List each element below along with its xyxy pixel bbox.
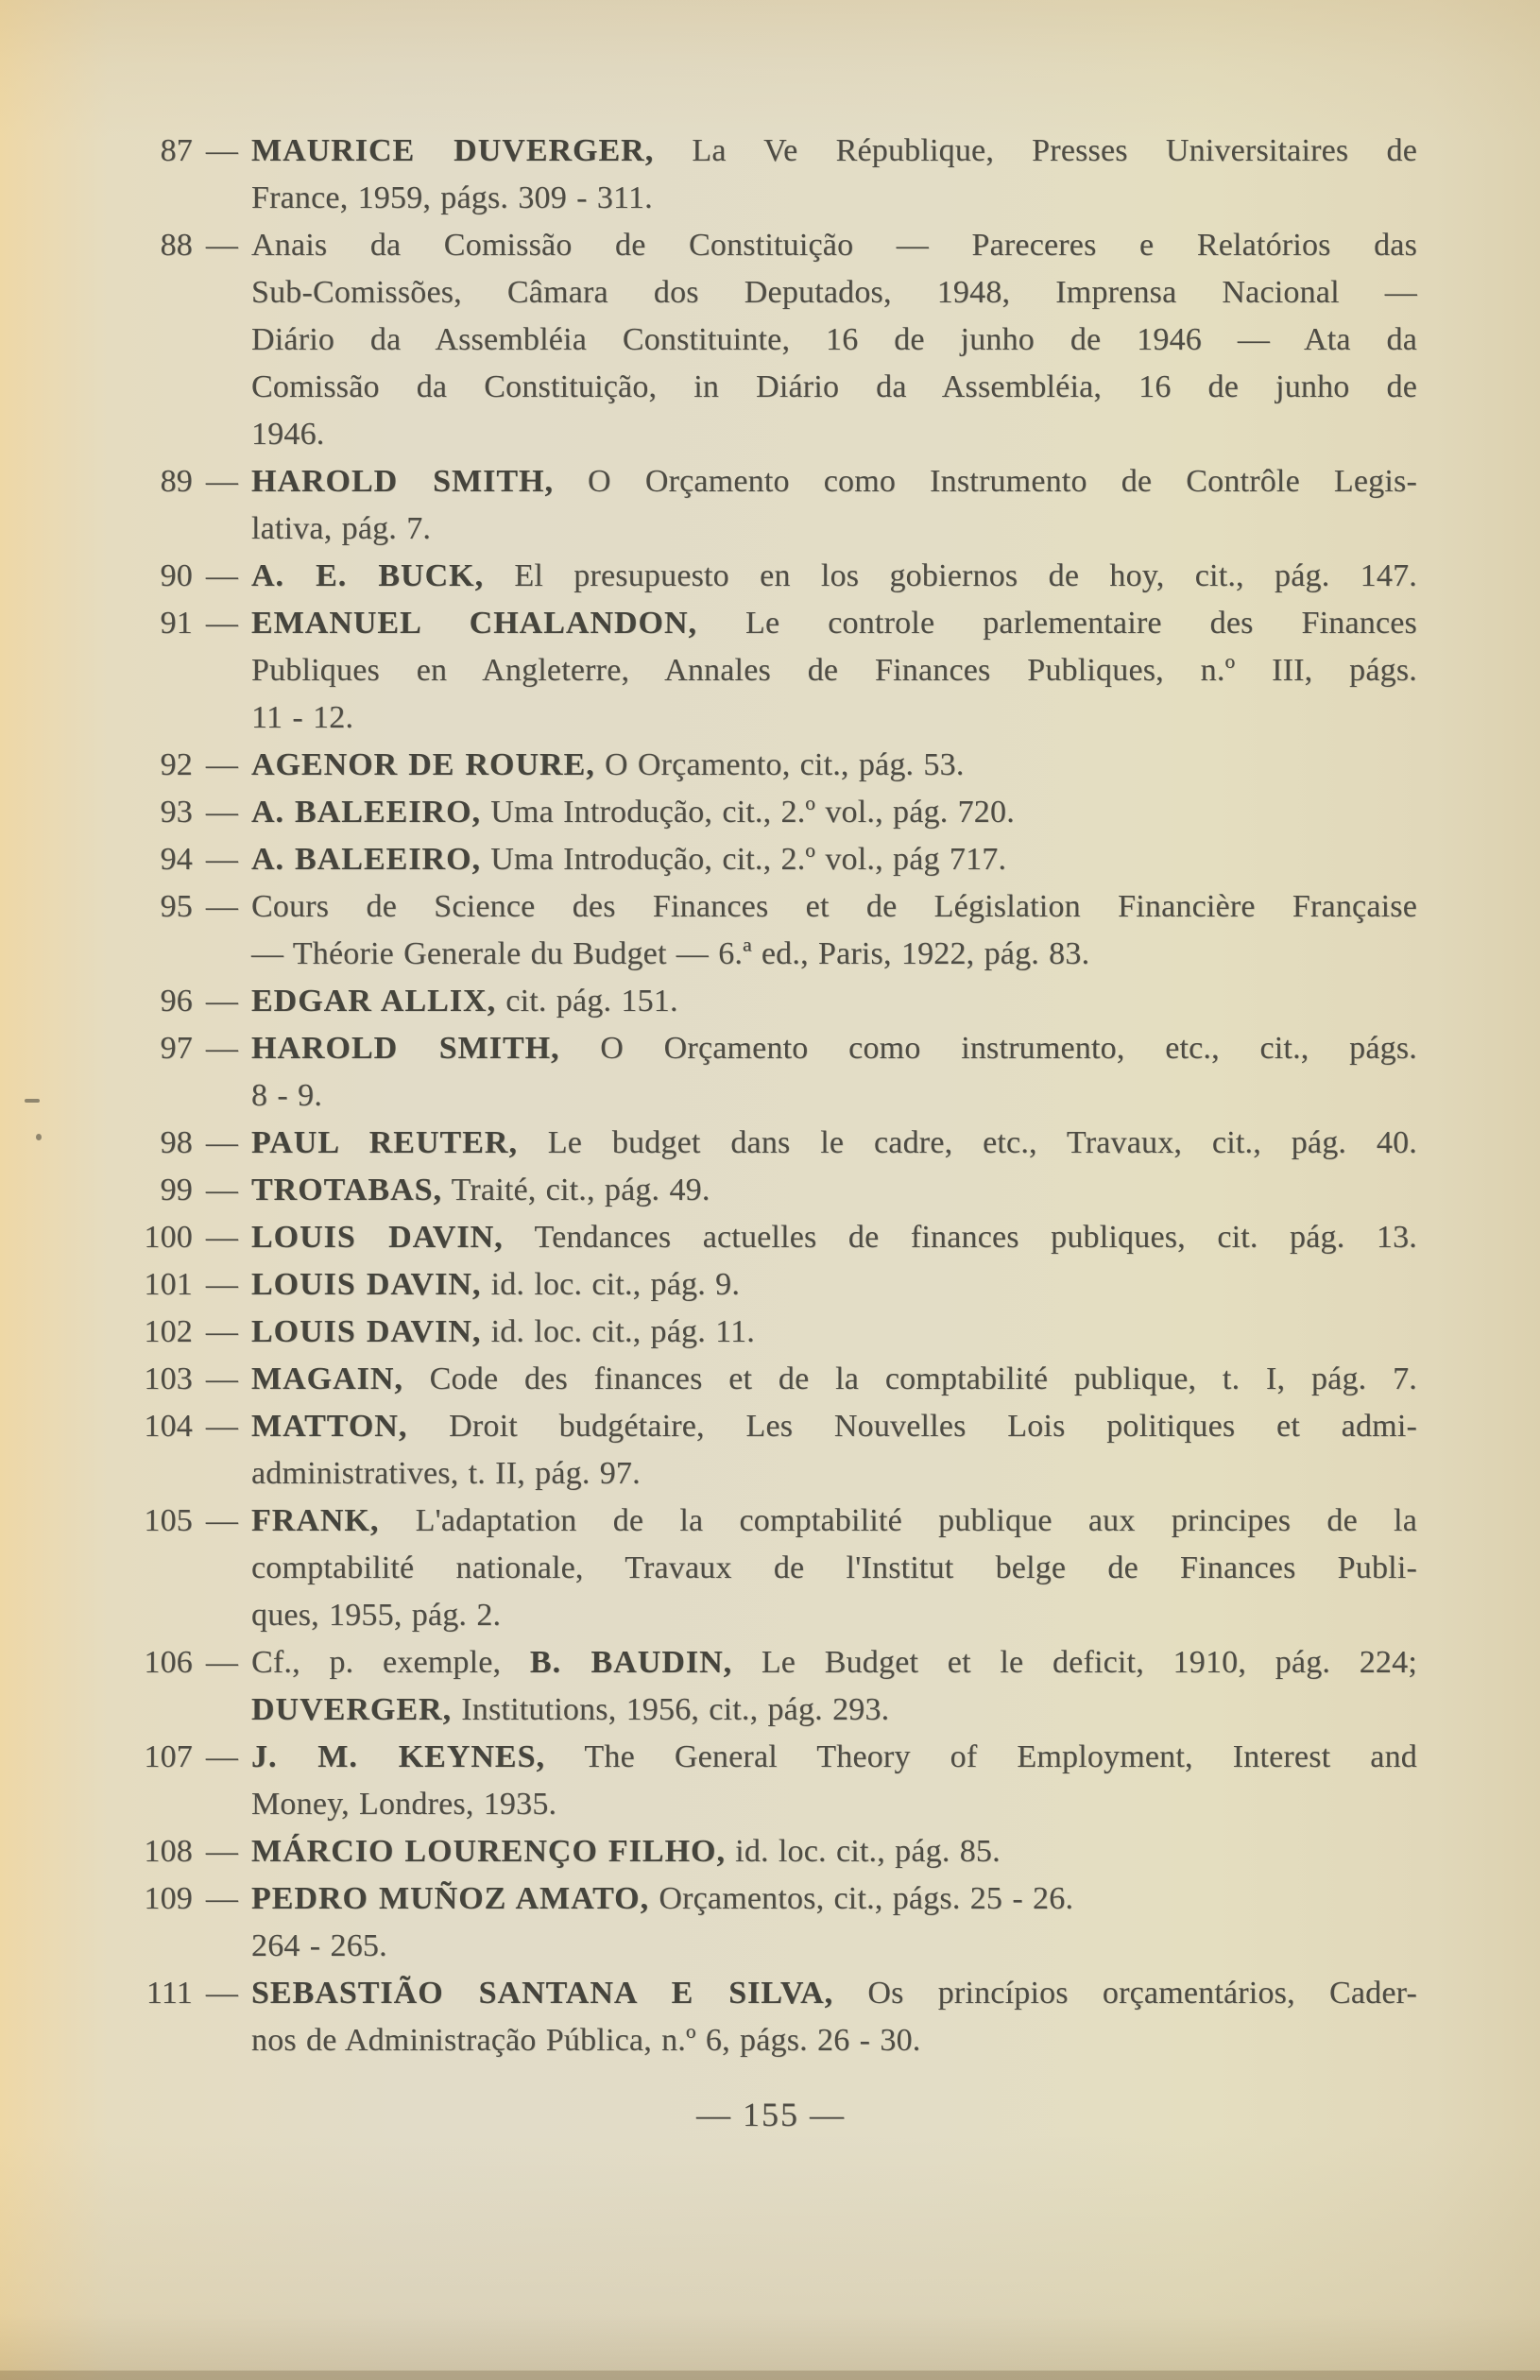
reference-line: [251, 1639, 1417, 1687]
entry-number: 108: [144, 1834, 193, 1869]
entry-dash: —: [205, 464, 239, 499]
reference-line: [251, 175, 1417, 222]
reference-text: Uma Introdução, cit., 2.º vol., pág. 720.: [481, 795, 1015, 830]
reference-line: [251, 1167, 1417, 1214]
entry-number: 106: [144, 1645, 193, 1680]
reference-entry: [125, 553, 1417, 600]
reference-entry: [125, 1970, 1417, 2064]
reference-text: Os princípios orçamentários, Cader-: [833, 1976, 1417, 2011]
entry-dash: —: [205, 1220, 239, 1255]
reference-line: [251, 553, 1417, 600]
reference-entry: [125, 222, 1417, 458]
reference-text: Institutions, 1956, cit., pág. 293.: [452, 1692, 890, 1727]
reference-line: [251, 1923, 1417, 1970]
entry-dash: —: [205, 606, 239, 641]
reference-line: [251, 742, 1417, 789]
author-name: SEBASTIÃO SANTANA E SILVA,: [251, 1976, 834, 2011]
reference-line: [251, 269, 1417, 317]
reference-text: administratives, t. II, pág. 97.: [251, 1456, 641, 1491]
reference-line: [251, 1545, 1417, 1592]
reference-text: Code des finances et de la comptabilité publique, t. I, pág. 7.: [402, 1361, 1417, 1396]
entry-text: [251, 553, 1417, 600]
entry-number: 102: [144, 1314, 193, 1349]
scan-artifact-dash: [25, 1099, 40, 1103]
author-name: MATTON,: [251, 1409, 408, 1444]
entry-number: 105: [144, 1503, 193, 1538]
reference-line: [251, 1214, 1417, 1261]
reference-line: [251, 1403, 1417, 1450]
entry-text: [251, 1498, 1417, 1639]
reference-line: [251, 1120, 1417, 1167]
entry-number: 90: [160, 558, 193, 593]
reference-entry: [125, 1309, 1417, 1356]
page-number: — 155 —: [696, 2096, 846, 2133]
entry-number: 97: [160, 1031, 193, 1066]
reference-entry: [125, 1498, 1417, 1639]
entry-dash: —: [205, 1314, 239, 1349]
reference-line: [251, 128, 1417, 175]
author-name: DUVERGER,: [251, 1692, 453, 1727]
reference-text: Uma Introdução, cit., 2.º vol., pág 717.: [481, 842, 1007, 877]
reference-line: [251, 789, 1417, 836]
reference-entry: [125, 458, 1417, 553]
reference-line: [251, 505, 1417, 553]
reference-line: [251, 1592, 1417, 1639]
entry-dash: —: [205, 1125, 239, 1160]
entry-number: 98: [160, 1125, 193, 1160]
entry-dash: —: [205, 1503, 239, 1538]
reference-entry: [125, 742, 1417, 789]
reference-text: 8 - 9.: [251, 1078, 323, 1113]
reference-line: [251, 1072, 1417, 1120]
entry-text: [251, 978, 1417, 1025]
entry-text: [251, 1403, 1417, 1498]
reference-line: [251, 317, 1417, 364]
author-name: MAGAIN,: [251, 1361, 403, 1396]
reference-line: [251, 647, 1417, 694]
entry-dash: —: [205, 1409, 239, 1444]
entry-number: 94: [160, 842, 193, 877]
reference-entry: [125, 128, 1417, 222]
reference-text: cit. pág. 151.: [496, 984, 678, 1019]
scan-artifact-dot: [36, 1134, 42, 1140]
entry-dash: —: [205, 1881, 239, 1916]
reference-text: lativa, pág. 7.: [251, 511, 432, 546]
reference-entry: [125, 1875, 1417, 1970]
reference-text: — Théorie Generale du Budget — 6.ª ed., Paris, 1922, pág. 83.: [251, 936, 1090, 971]
reference-entry: [125, 1356, 1417, 1403]
entry-dash: —: [205, 558, 239, 593]
entry-text: [251, 1734, 1417, 1828]
entry-text: [251, 1356, 1417, 1403]
reference-text: ques, 1955, pág. 2.: [251, 1598, 502, 1633]
reference-text: Publiques en Angleterre, Annales de Finances Publiques, n.º III, págs.: [251, 653, 1417, 688]
reference-list: [125, 128, 1417, 2064]
reference-line: [251, 222, 1417, 269]
reference-line: [251, 1970, 1417, 2017]
entry-text: [251, 836, 1417, 883]
entry-number: 99: [160, 1173, 193, 1207]
reference-text: O Orçamento como instrumento, etc., cit., págs.: [559, 1031, 1417, 1066]
entry-number: 93: [160, 795, 193, 830]
entry-number: 103: [144, 1361, 193, 1396]
entry-text: [251, 128, 1417, 222]
reference-text: Sub-Comissões, Câmara dos Deputados, 1948, Imprensa Nacional —: [251, 275, 1417, 310]
author-name: MAURICE DUVERGER,: [251, 133, 655, 168]
entry-number: 107: [144, 1739, 193, 1774]
entry-number: 92: [160, 747, 193, 782]
author-name: MÁRCIO LOURENÇO FILHO,: [251, 1834, 726, 1869]
entry-dash: —: [205, 795, 239, 830]
author-name: FRANK,: [251, 1503, 380, 1538]
author-name: A. BALEEIRO,: [251, 842, 482, 877]
entry-text: [251, 1828, 1417, 1875]
reference-line: [251, 600, 1417, 647]
reference-entry: [125, 1214, 1417, 1261]
reference-entry: [125, 1120, 1417, 1167]
reference-line: [251, 364, 1417, 411]
author-name: J. M. KEYNES,: [251, 1739, 546, 1774]
entry-text: [251, 1875, 1417, 1970]
reference-line: [251, 1261, 1417, 1309]
entry-dash: —: [205, 889, 239, 924]
entry-number: 95: [160, 889, 193, 924]
reference-text: La Ve République, Presses Universitaires de: [654, 133, 1417, 168]
reference-text: Anais da Comissão de Constituição — Pareceres e Relatórios das: [251, 228, 1417, 263]
entry-number: 100: [144, 1220, 193, 1255]
entry-number: 104: [144, 1409, 193, 1444]
reference-entry: [125, 1403, 1417, 1498]
reference-line: [251, 1498, 1417, 1545]
reference-line: [251, 1828, 1417, 1875]
reference-text: id. loc. cit., pág. 85.: [725, 1834, 1001, 1869]
reference-line: [251, 1875, 1417, 1923]
reference-line: [251, 411, 1417, 458]
entry-dash: —: [205, 1976, 239, 2011]
reference-text: Le Budget et le deficit, 1910, pág. 224;: [732, 1645, 1417, 1680]
reference-entry: [125, 836, 1417, 883]
reference-text: Comissão da Constituição, in Diário da Assembléia, 16 de junho de: [251, 369, 1417, 404]
author-name: B. BAUDIN,: [529, 1645, 733, 1680]
reference-entry: [125, 789, 1417, 836]
reference-text: O Orçamento como Instrumento de Contrôle Legis-: [553, 464, 1417, 499]
author-name: LOUIS DAVIN,: [251, 1314, 482, 1349]
entry-number: 87: [160, 133, 193, 168]
entry-text: [251, 1261, 1417, 1309]
reference-text: id. loc. cit., pág. 9.: [481, 1267, 741, 1302]
reference-text: Cours de Science des Finances et de Législation Financière Française: [251, 889, 1417, 924]
reference-text: nos de Administração Pública, n.º 6, págs. 26 - 30.: [251, 2023, 921, 2058]
reference-text: Tendances actuelles de finances publiques, cit. pág. 13.: [503, 1220, 1417, 1255]
author-name: HAROLD SMITH,: [251, 464, 554, 499]
author-name: A. E. BUCK,: [251, 558, 485, 593]
reference-text: Cf., p. exemple,: [251, 1645, 530, 1680]
reference-text: 264 - 265.: [251, 1928, 387, 1963]
reference-line: [251, 1687, 1417, 1734]
author-name: EDGAR ALLIX,: [251, 984, 497, 1019]
entry-number: 96: [160, 984, 193, 1019]
reference-line: [251, 1734, 1417, 1781]
reference-text: Traité, cit., pág. 49.: [442, 1173, 710, 1207]
entry-dash: —: [205, 228, 239, 263]
entry-text: [251, 458, 1417, 553]
entry-text: [251, 222, 1417, 458]
reference-text: id. loc. cit., pág. 11.: [481, 1314, 755, 1349]
reference-line: [251, 1450, 1417, 1498]
entry-dash: —: [205, 1739, 239, 1774]
entry-text: [251, 1214, 1417, 1261]
entry-text: [251, 1167, 1417, 1214]
reference-entry: [125, 1828, 1417, 1875]
reference-line: [251, 2017, 1417, 2064]
author-name: A. BALEEIRO,: [251, 795, 482, 830]
entry-number: 101: [144, 1267, 193, 1302]
reference-text: O Orçamento, cit., pág. 53.: [594, 747, 965, 782]
reference-entry: [125, 883, 1417, 978]
entry-text: [251, 1970, 1417, 2064]
reference-text: 11 - 12.: [251, 700, 354, 735]
page-content: [125, 128, 1417, 2138]
entry-dash: —: [205, 1645, 239, 1680]
reference-text: Money, Londres, 1935.: [251, 1787, 557, 1822]
reference-entry: [125, 1639, 1417, 1734]
author-name: AGENOR DE ROURE,: [251, 747, 595, 782]
entry-text: [251, 1025, 1417, 1120]
reference-entry: [125, 1734, 1417, 1828]
entry-dash: —: [205, 747, 239, 782]
reference-text: France, 1959, págs. 309 - 311.: [251, 180, 653, 215]
entry-number: 109: [144, 1881, 193, 1916]
reference-line: [251, 978, 1417, 1025]
reference-line: [251, 883, 1417, 931]
reference-entry: [125, 1167, 1417, 1214]
reference-line: [251, 931, 1417, 978]
reference-line: [251, 1025, 1417, 1072]
reference-line: [251, 1781, 1417, 1828]
reference-text: The General Theory of Employment, Interest and: [545, 1739, 1417, 1774]
author-name: TROTABAS,: [251, 1173, 443, 1207]
entry-text: [251, 742, 1417, 789]
reference-text: comptabilité nationale, Travaux de l'Institut belge de Finances Publi-: [251, 1550, 1417, 1585]
reference-line: [251, 458, 1417, 505]
author-name: LOUIS DAVIN,: [251, 1220, 504, 1255]
entry-text: [251, 883, 1417, 978]
author-name: EMANUEL CHALANDON,: [251, 606, 698, 641]
entry-dash: —: [205, 984, 239, 1019]
author-name: PEDRO MUÑOZ AMATO,: [251, 1881, 650, 1916]
reference-text: Diário da Assembléia Constituinte, 16 de junho de 1946 — Ata da: [251, 322, 1417, 357]
reference-line: [251, 836, 1417, 883]
reference-text: Le controle parlementaire des Finances: [697, 606, 1417, 641]
author-name: PAUL REUTER,: [251, 1125, 518, 1160]
entry-dash: —: [205, 1834, 239, 1869]
entry-dash: —: [205, 1267, 239, 1302]
reference-entry: [125, 978, 1417, 1025]
reference-text: Le budget dans le cadre, etc., Travaux, cit., pág. 40.: [517, 1125, 1417, 1160]
reference-entry: [125, 1261, 1417, 1309]
reference-text: 1946.: [251, 417, 325, 452]
reference-entry: [125, 600, 1417, 742]
entry-dash: —: [205, 1031, 239, 1066]
reference-line: [251, 694, 1417, 742]
reference-line: [251, 1309, 1417, 1356]
entry-dash: —: [205, 1361, 239, 1396]
entry-number: 111: [145, 1976, 193, 2011]
reference-text: L'adaptation de la comptabilité publique aux principes de la: [379, 1503, 1417, 1538]
entry-number: 88: [160, 228, 193, 263]
reference-text: El presupuesto en los gobiernos de hoy, cit., pág. 147.: [484, 558, 1417, 593]
entry-number: 89: [160, 464, 193, 499]
reference-line: [251, 1356, 1417, 1403]
entry-number: 91: [160, 606, 193, 641]
entry-dash: —: [205, 842, 239, 877]
entry-text: [251, 1309, 1417, 1356]
author-name: HAROLD SMITH,: [251, 1031, 560, 1066]
entry-text: [251, 600, 1417, 742]
entry-text: [251, 1639, 1417, 1734]
author-name: LOUIS DAVIN,: [251, 1267, 482, 1302]
reference-text: Orçamentos, cit., págs. 25 - 26.: [649, 1881, 1074, 1916]
entry-dash: —: [205, 133, 239, 168]
entry-dash: —: [205, 1173, 239, 1207]
entry-text: [251, 1120, 1417, 1167]
entry-text: [251, 789, 1417, 836]
reference-text: Droit budgétaire, Les Nouvelles Lois politiques et admi-: [407, 1409, 1417, 1444]
reference-entry: [125, 1025, 1417, 1120]
